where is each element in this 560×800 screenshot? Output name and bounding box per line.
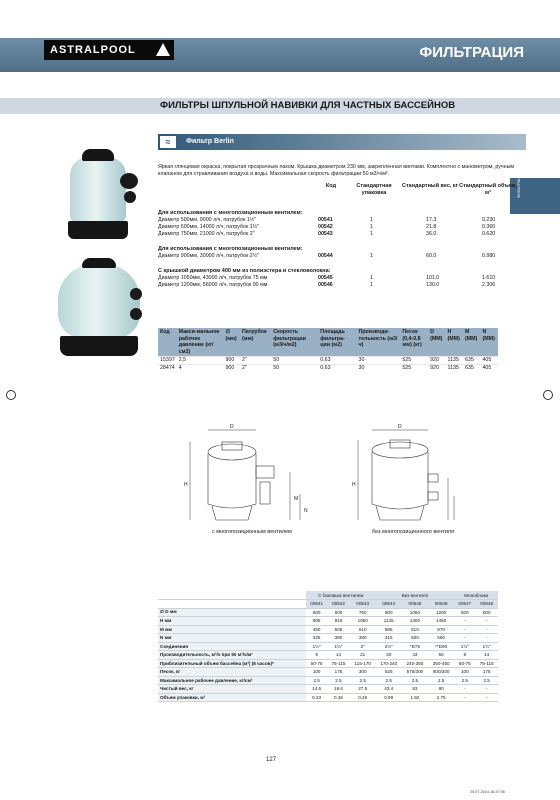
comp-code: 00543 — [350, 600, 376, 609]
comp-cell: 75-115 — [327, 659, 350, 668]
comp-code: 00547 — [454, 600, 475, 609]
comp-cell: 0.36 — [327, 693, 350, 702]
comp-cell: 500 — [402, 634, 428, 643]
comp-row-label: Объем упаковки, м³ — [158, 693, 306, 702]
comp-cell: - — [475, 625, 498, 634]
comp-cell: 21 — [350, 651, 376, 660]
tech-cell: 15397 — [160, 357, 175, 363]
comp-cell: 100 — [454, 668, 475, 677]
comp-cell: 1.92 — [402, 693, 428, 702]
comp-cell: 350-450 — [428, 659, 454, 668]
spec-weight: 17.3 — [426, 217, 437, 223]
comp-cell: 500 — [454, 608, 475, 617]
comp-cell: - — [475, 617, 498, 626]
tech-header: Макси-мальное рабочее давление (кг/см2) — [177, 328, 224, 357]
tech-cell: 4 — [177, 365, 224, 373]
drawing-caption-valve: с многопозиционным вентилем — [212, 529, 292, 535]
comp-row — [158, 634, 498, 643]
product-description: Яркая глянцевая окраска, покрытая прозрачным лаком. Крышка диаметром 230 мм, закрепленная винтами. Комплектно с манометром, ручным клапаном для стравливания воздуха и воды. Максимальная скорость фильтрации 50 м3/ч/м². — [158, 164, 515, 177]
comp-row — [158, 685, 498, 694]
comp-code: 00542 — [327, 600, 350, 609]
print-stamp: 25.07.2014 16:37:06 — [470, 790, 505, 794]
comp-cell: 1300 — [402, 617, 428, 626]
tech-cell: 920 — [428, 365, 445, 373]
spec-volume: 1.610 — [482, 275, 496, 281]
comp-cell: 870 — [428, 625, 454, 634]
comp-cell: 450 — [306, 625, 327, 634]
comp-cell: 0.23 — [306, 693, 327, 702]
tech-cell: 1135 — [446, 365, 463, 373]
tech-table — [158, 328, 498, 372]
spec-code: 00544 — [318, 253, 333, 259]
spec-weight: 130.0 — [426, 282, 440, 288]
comp-cell: 2½" — [376, 642, 402, 651]
filter-image-side-valve — [56, 143, 146, 243]
comp-row-label: Чистый вес, кг — [158, 685, 306, 694]
comp-cell: 415 — [376, 634, 402, 643]
comp-row — [158, 625, 498, 634]
tech-cell: 635 — [463, 357, 481, 365]
tech-header: Скорость фильтрации (м3/ч/м2) — [271, 328, 318, 357]
comp-row-label: ∅ D мм — [158, 608, 306, 617]
section-title: ФИЛЬТРАЦИЯ — [419, 44, 524, 61]
comp-cell: 600 — [327, 608, 350, 617]
comp-cell: 14 — [475, 651, 498, 660]
comp-cell: 2.5 — [376, 676, 402, 685]
comp-cell: 30 — [376, 651, 402, 660]
comp-cell: 170-240 — [376, 659, 402, 668]
spec-pack: 1 — [370, 224, 373, 230]
comp-cell: 810 — [402, 625, 428, 634]
comp-cell: 50-75 — [306, 659, 327, 668]
spec-name: Диаметр 1200мм, 56000 л/ч, патрубок 90 мм — [158, 282, 268, 288]
tech-header: ∅ (мм) — [223, 328, 240, 357]
comp-cell: 14.6 — [306, 685, 327, 694]
comp-row-label: H мм — [158, 617, 306, 626]
spec-row — [158, 253, 526, 260]
comp-cell: 1½" — [475, 642, 498, 651]
spec-row — [158, 231, 526, 238]
comp-code: 00545 — [402, 600, 428, 609]
comp-cell: 900 — [376, 608, 402, 617]
registration-mark — [543, 390, 553, 400]
comp-cell: 83 — [402, 685, 428, 694]
comp-cell: 18.6 — [327, 685, 350, 694]
spec-pack: 1 — [370, 231, 373, 237]
spec-code: 00545 — [318, 275, 333, 281]
comp-row-label: Производительность, м³/ч при 50 м³/ч/м² — [158, 651, 306, 660]
comp-cell: 2.5 — [306, 676, 327, 685]
spec-header-pack: Стандартная упаковка — [356, 183, 392, 196]
tech-cell: 525 — [400, 365, 428, 373]
comp-row-label: Соединения — [158, 642, 306, 651]
comp-cell: 500 — [306, 608, 327, 617]
spec-header-volume: Стандартный объем, м³ — [459, 183, 517, 196]
spec-group-title: Для использования с многопозиционным вентилем: — [158, 210, 303, 216]
comp-cell: - — [475, 634, 498, 643]
tech-header: Производи-тельность (м3/ч) — [357, 328, 401, 357]
comp-cell: 910 — [327, 617, 350, 626]
drawing-caption-no-valve: без многопозиционного вентиля — [372, 529, 455, 535]
dim-h: H — [184, 482, 188, 488]
comp-code: 00546 — [428, 600, 454, 609]
comp-cell: - — [454, 625, 475, 634]
tech-cell: 405 — [480, 365, 498, 373]
comp-cell: 56 — [428, 651, 454, 660]
comp-cell: 560 — [428, 634, 454, 643]
comp-cell: 27.5 — [350, 685, 376, 694]
spec-name: Диаметр 900мм, 30000 л/ч, патрубок 2½" — [158, 253, 260, 259]
comp-cell: 325 — [306, 634, 327, 643]
tech-header: Патрубок (мм) — [240, 328, 271, 357]
comp-cell: - — [475, 685, 498, 694]
spec-name: Диаметр 1050мм, 43000 л/ч, патрубок 75 мм — [158, 275, 268, 281]
tech-header: Песок (0,4-0,8 мм) (кг) — [400, 328, 428, 357]
comp-group-novalve: Без вентиля — [376, 591, 455, 600]
comp-cell: 1½" — [306, 642, 327, 651]
spec-code: 00542 — [318, 224, 333, 230]
comp-row-label: Приблизительный объем бассейна (м³) (8 часов)* — [158, 659, 306, 668]
page-subtitle: ФИЛЬТРЫ ШПУЛЬНОЙ НАВИВКИ ДЛЯ ЧАСТНЫХ БАССЕЙНОВ — [160, 100, 456, 111]
comp-row — [158, 642, 498, 651]
page-number: 127 — [266, 757, 277, 763]
comp-cell: 2.5 — [350, 676, 376, 685]
tech-cell: 635 — [463, 365, 481, 373]
comp-cell: 685 — [376, 625, 402, 634]
spec-weight: 36.0 — [426, 231, 437, 237]
comp-row — [158, 668, 498, 677]
comp-cell: 2.5 — [327, 676, 350, 685]
dim-n: N — [304, 508, 308, 514]
comp-row — [158, 651, 498, 660]
comp-code: 00544 — [376, 600, 402, 609]
comp-cell: 2.75 — [428, 693, 454, 702]
registration-mark — [6, 390, 16, 400]
comp-row — [158, 659, 498, 668]
comp-group-monoblock: Моноблоки — [454, 591, 498, 600]
spec-row — [158, 224, 526, 231]
comparison-table — [158, 591, 498, 702]
dim-d: D — [230, 424, 234, 430]
comp-row — [158, 608, 498, 617]
comp-row-label: Песок, кг — [158, 668, 306, 677]
comp-cell: 800/300 — [428, 668, 454, 677]
comp-cell: 610 — [350, 625, 376, 634]
spec-name: Диаметр 600мм, 14000 л/ч, патрубок 1½" — [158, 224, 260, 230]
spec-pack: 1 — [370, 217, 373, 223]
tech-cell: 900 — [223, 365, 240, 373]
tech-header: D (ММ) — [428, 328, 445, 357]
comp-cell: 600 — [475, 608, 498, 617]
spec-group-title: С крышкой диаметром 400 мм из полиэстера и стекловолокна: — [158, 268, 331, 274]
spec-volume: 0.620 — [482, 231, 496, 237]
comp-cell: - — [454, 634, 475, 643]
comp-cell: 1050 — [402, 608, 428, 617]
spec-code: 00541 — [318, 217, 333, 223]
dim-m: M — [294, 496, 299, 502]
spec-group-title: Для использования с многопозиционным вентилем: — [158, 246, 303, 252]
comp-cell: 2.5 — [454, 676, 475, 685]
comp-group-side: С боковым вентилем — [306, 591, 375, 600]
comp-cell: 14 — [327, 651, 350, 660]
comp-cell: - — [454, 693, 475, 702]
comp-cell: 115-170 — [350, 659, 376, 668]
comp-cell: 300 — [350, 668, 376, 677]
spec-row — [158, 217, 526, 224]
comp-cell: 2" — [350, 642, 376, 651]
side-tab-label: ФИЛЬТРАЦИЯ — [516, 171, 521, 198]
comparison-code-row — [158, 600, 498, 609]
comp-cell: 43.4 — [376, 685, 402, 694]
tech-header: Площадь фильтра-ции (м2) — [318, 328, 356, 357]
tech-header: H (ММ) — [446, 328, 463, 357]
comp-cell: 805 — [306, 617, 327, 626]
comp-cell: 75-115 — [475, 659, 498, 668]
comp-cell: 525 — [376, 668, 402, 677]
comp-cell: - — [475, 693, 498, 702]
comp-cell: 1½" — [327, 642, 350, 651]
spec-row — [158, 275, 526, 282]
spec-header-code: Код — [325, 183, 337, 189]
comp-cell: 2.5 — [475, 676, 498, 685]
comp-cell: 380 — [350, 634, 376, 643]
comp-code: 00541 — [306, 600, 327, 609]
logo-triangle-icon — [156, 43, 170, 56]
comp-cell: 100 — [306, 668, 327, 677]
tech-cell: 1135 — [446, 357, 463, 365]
comp-cell: 2.5 — [402, 676, 428, 685]
tech-cell: 2" — [240, 357, 271, 365]
spec-pack: 1 — [370, 275, 373, 281]
tech-cell: 2,5 — [177, 357, 224, 365]
comp-cell: 0.26 — [350, 693, 376, 702]
spec-weight: 60.0 — [426, 253, 437, 259]
comp-cell: - — [454, 617, 475, 626]
comp-cell: 750 — [350, 608, 376, 617]
dim-d: D — [398, 424, 402, 430]
drawing-side-valve — [170, 420, 320, 530]
tech-cell: 900 — [223, 357, 240, 365]
spec-pack: 1 — [370, 253, 373, 259]
wave-icon: ≈ — [160, 136, 176, 148]
tech-cell: 50 — [271, 365, 318, 373]
comp-cell: 9 — [454, 651, 475, 660]
tech-cell: 405 — [480, 357, 498, 365]
tech-cell: 920 — [428, 357, 445, 365]
comp-code: 00548 — [475, 600, 498, 609]
comp-row — [158, 617, 498, 626]
spec-code: 00546 — [318, 282, 333, 288]
spec-volume: 0.230 — [482, 217, 496, 223]
tech-cell: 30 — [357, 365, 401, 373]
comp-row-label: N мм — [158, 634, 306, 643]
comp-row-label: M мм — [158, 625, 306, 634]
spec-name: Диаметр 750мм, 21000 л/ч, патрубок 2" — [158, 231, 255, 237]
dim-h: H — [352, 482, 356, 488]
comp-cell: 575/300 — [402, 668, 428, 677]
tech-cell: 30 — [357, 357, 401, 365]
comp-row-label: Максимальное рабочее давление, кг/см² — [158, 676, 306, 685]
tech-row — [158, 357, 498, 365]
tech-cell: 50 — [271, 357, 318, 365]
spec-code: 00543 — [318, 231, 333, 237]
tech-cell: 0,63 — [318, 357, 356, 365]
tech-cell: 525 — [400, 357, 428, 365]
spec-weight: 101.0 — [426, 275, 440, 281]
comp-row — [158, 676, 498, 685]
spec-header-weight: Стандартный вес, кг — [402, 183, 458, 189]
spec-weight: 21.8 — [426, 224, 437, 230]
comp-cell: 175 — [327, 668, 350, 677]
comp-cell: **D90 — [428, 642, 454, 651]
comp-cell: 90 — [428, 685, 454, 694]
comp-cell: 1200 — [428, 608, 454, 617]
spec-volume: 0.980 — [482, 253, 496, 259]
comp-cell: *D75 — [402, 642, 428, 651]
comp-row — [158, 693, 498, 702]
comp-cell: - — [454, 685, 475, 694]
spec-volume: 2.306 — [482, 282, 496, 288]
comparison-group-row — [158, 591, 498, 600]
tech-row — [158, 365, 498, 373]
tech-header: N (ММ) — [480, 328, 498, 357]
comp-cell: 43 — [402, 651, 428, 660]
comp-cell: 1½" — [454, 642, 475, 651]
comp-cell: 50-75 — [454, 659, 475, 668]
comp-cell: 240-350 — [402, 659, 428, 668]
astralpool-logo: ASTRALPOOL — [44, 40, 174, 60]
product-name: Фильтр Berlin — [186, 138, 234, 145]
tech-header: M (ММ) — [463, 328, 481, 357]
spec-name: Диаметр 500мм, 9000 л/ч, патрубок 1½" — [158, 217, 257, 223]
tech-cell: 28474 — [160, 365, 175, 371]
comp-cell: 1050 — [350, 617, 376, 626]
spec-volume: 0.360 — [482, 224, 496, 230]
comp-cell: 505 — [327, 625, 350, 634]
tech-header: Код — [158, 328, 177, 357]
spec-pack: 1 — [370, 282, 373, 288]
comp-cell: 175 — [475, 668, 498, 677]
tech-cell: 2" — [240, 365, 271, 373]
drawing-no-valve — [350, 420, 460, 530]
tech-cell: 0,63 — [318, 365, 356, 373]
comp-cell: 1145 — [376, 617, 402, 626]
spec-row — [158, 282, 526, 289]
comp-cell: 380 — [327, 634, 350, 643]
comp-cell: 1450 — [428, 617, 454, 626]
comp-cell: 0.99 — [376, 693, 402, 702]
filter-image-no-valve — [50, 250, 150, 360]
comp-cell: 2.5 — [428, 676, 454, 685]
comp-cell: 9 — [306, 651, 327, 660]
